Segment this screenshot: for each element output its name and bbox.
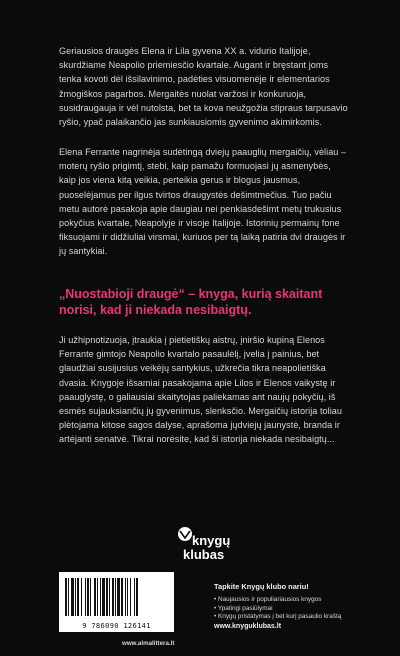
- club-benefit-item: • Naujausios ir populiariausios knygos: [214, 596, 374, 605]
- club-benefit-item: • Ypatingi pasiūlymai: [214, 605, 374, 614]
- logo-text-bottom: klubas: [183, 547, 225, 562]
- description-paragraph-2: Elena Ferrante nagrinėja sudėtingą dviejų paauglių mergaičių, vėliau – moterų ryšio prigimtį, stebi, kaip pamažu formuojasi jų asmenybės, kaip jos viena kitą veikia, perteikia gerus ir blogus jausmus, puoselėjamus per ilgus tvirtos draugystės dešimtmečius. Tuo pačiu metu autorė pasakoja apie daugiau nei penkiasdešimt metų trukusius pokyčius kvartale, Neapolyje ir visoje Italijoje. Istorinių permainų fone fiksuojami ir didžiuliai virsmai, kuriuos per tą laiką patiria dvi draugės ir jų santykiai.: [59, 147, 347, 257]
- club-title: Tapkite Knygų klubo nariu!: [214, 582, 309, 591]
- isbn-barcode: [59, 572, 174, 632]
- barcode-bars: [65, 578, 168, 616]
- book-club-promo: [214, 582, 374, 622]
- club-benefit-item: • Knygų pristatymas į bet kurį pasaulio kraštą: [214, 613, 374, 622]
- knygu-klubas-logo-icon: [174, 526, 230, 568]
- description-paragraph-3: Ji užhipnotizuoja, įtraukia į pietietiškų aistrų, įniršio kupiną Elenos Ferrante gimtojo Neapolio kvartalo pasaulėlį, įvelia į painius, bet glaudžiai susijusius veikėjų santykius, užkrečia tikra neapolietiška dvasia. Knygoje išsamiai pasakojama apie Lilos ir Elenos vaikystę ir paauglystę, o galiausiai skaitytojas paliekamas ant naujų pokyčių, iš esmės sujauksiančių jų gyvenimus, slenksčio. Mergaičių istorija toliau plėtojama kitose sagos dalyse, aprašoma jųdviejų jaunystė, branda ir artėjanti senatvė. Tikrai norėsite, kad ši istorija niekada nesibaigtų...: [59, 335, 342, 445]
- club-website[interactable]: www.knyguklubas.lt: [214, 623, 282, 630]
- logo-text-top: knygų: [192, 533, 230, 548]
- description-paragraph-1: Geriausios draugės Elena ir Lila gyvena XX a. vidurio Italijoje, skurdžiame Neapolio priemiesčio kvartale. Augant ir bręstant joms tenka kovoti dėl išsilavinimo, padėties visuomenėje ir elementarios žmogiškos pagarbos. Mergaitės nuolat varžosi ir konkuruoja, susidraugauja ir vėl nutolsta, bet ta kova neužgožia stipraus tarpusavio ryšio, ypač palaikančio jas sunkiausiomis gyvenimo akimirkomis.: [59, 46, 348, 128]
- isbn-number: 9 786090 126141: [82, 621, 151, 630]
- club-benefits-list: [214, 596, 374, 622]
- knygu-klubas-logo: [174, 526, 230, 568]
- highlighted-quote: „Nuostabioji draugė“ – knyga, kurią skaitant norisi, kad ji niekada nesibaigtų.: [59, 287, 323, 317]
- publisher-website[interactable]: www.almalittera.lt: [122, 640, 175, 647]
